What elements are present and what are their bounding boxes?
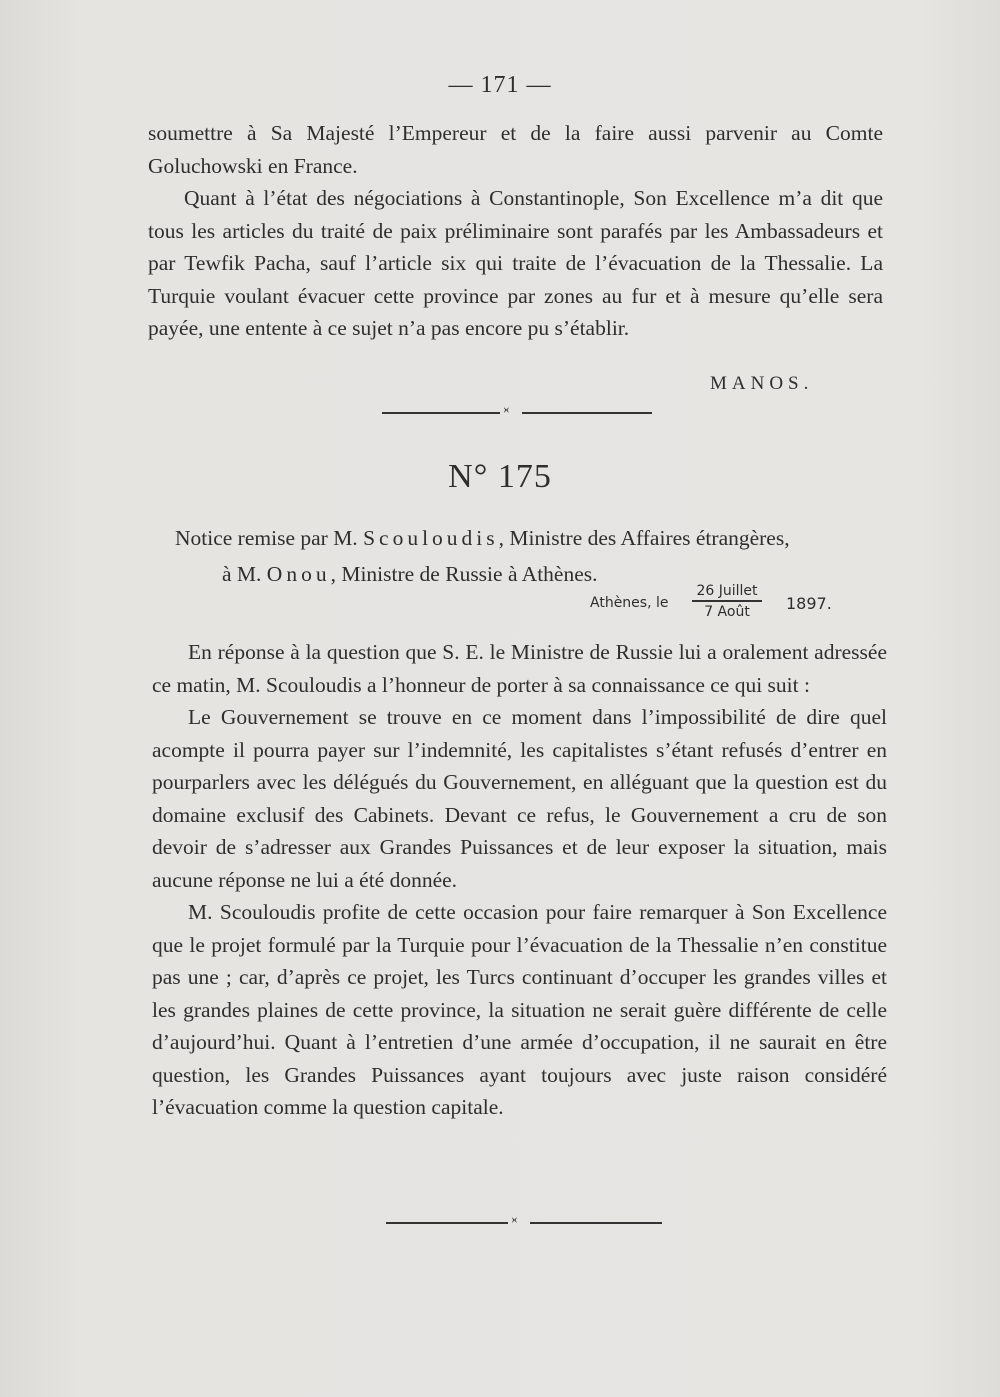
document-number: N° 175 <box>448 458 552 495</box>
letter-continuation <box>148 117 883 345</box>
paragraph: En réponse à la question que S. E. le Ministre de Russie lui a oralement adressée ce matin, M. Scouloudis a l’honneur de porter à sa connaissance ce qui suit : <box>152 640 887 697</box>
notice-heading <box>175 520 875 556</box>
fraction-bar <box>692 600 762 602</box>
dual-date <box>692 582 762 621</box>
dateline-year: 1897. <box>786 594 832 613</box>
notice-text: Notice remise par M. <box>175 526 364 550</box>
notice-text: , Ministre des Affaires étrangères, <box>498 526 790 550</box>
minister-name: Onou <box>266 562 331 586</box>
notice-heading-line2 <box>222 556 922 592</box>
dateline-place: Athènes, le <box>590 595 669 611</box>
paragraph: soumettre à Sa Majesté l’Empereur et de la faire aussi parvenir au Comte Goluchowski en France. <box>148 121 883 178</box>
notice-body <box>152 636 887 1124</box>
notice-text: à M. <box>222 562 267 586</box>
paragraph: Quant à l’état des négociations à Constantinople, Son Excellence m’a dit que tous les articles du traité de paix préliminaire sont parafés par les Ambassadeurs et par Tewfik Pacha, sauf l’article six qui traite de l’évacuation de la Thessalie. La Turquie voulant évacuer cette province par zones au fur et à mesure qu’elle sera payée, une entente à ce sujet n’a pas encore pu s’établir. <box>148 186 883 340</box>
ornament-icon: ›‹ <box>503 401 508 416</box>
paragraph: Le Gouvernement se trouve en ce moment dans l’impossibilité de dire quel acompte il pourra payer sur l’indemnité, les capitalistes s’étant refusés d’entrer en pourparlers avec les délégués du Gouvernement, en alléguant que la question est du domaine exclusif des Cabinets. Devant ce refus, le Gouvernement a cru de son devoir de s’adresser aux Grandes Puissances et de leur exposer la situation, mais aucune réponse ne lui a été donnée. <box>152 705 887 892</box>
notice-text: , Ministre de Russie à Athènes. <box>330 562 598 586</box>
date-new-style: 7 Août <box>704 603 750 620</box>
section-divider <box>386 1211 662 1230</box>
date-old-style: 26 Juillet <box>696 583 758 599</box>
minister-name: Scouloudis <box>363 526 499 550</box>
ornament-icon: ›‹ <box>511 1211 516 1226</box>
paragraph: M. Scouloudis profite de cette occasion pour faire remarquer à Son Excellence que le projet formulé par la Turquie pour l’évacuation de la Thessalie n’en constitue pas une ; car, d’après ce projet, les Turcs continuant d’occuper les grandes villes et les grandes plaines de cette province, la situation ne serait guère différente de celle d’aujourd’hui. Quant à l’entretien d’une armée d’occupation, il ne saurait en être question, les Grandes Puissances ayant toujours avec juste raison considéré l’évacuation comme la question capitale. <box>152 900 887 1119</box>
signature: MANOS. <box>710 373 814 394</box>
section-divider <box>382 401 652 420</box>
page-number: — 171 — <box>448 72 552 98</box>
